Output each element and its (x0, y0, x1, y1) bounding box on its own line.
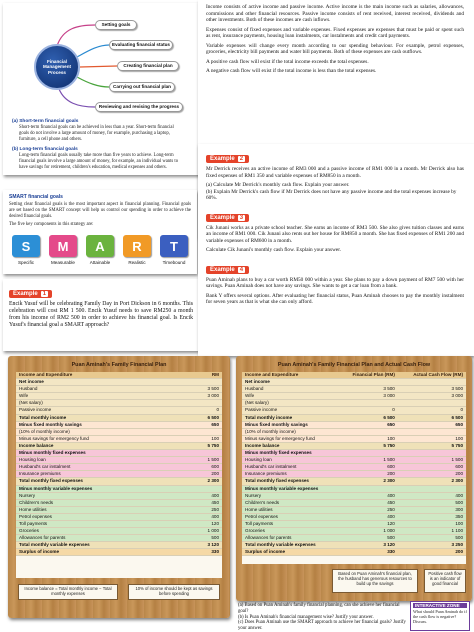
table-row (242, 421, 466, 428)
row-value: 1 500 (185, 457, 222, 464)
row-label: Insurance premiums (242, 471, 339, 478)
row-label: Groceries (16, 528, 185, 535)
table-row (16, 506, 222, 513)
puzzle-piece-icon: M (49, 235, 77, 257)
row-value (185, 450, 222, 457)
row-label: Housing loan (242, 457, 339, 464)
step-carrying-out-plan: Carrying out financial plan (109, 82, 175, 92)
row-value: 120 (339, 520, 398, 527)
row-value: 400 (185, 513, 222, 520)
row-value: 400 (185, 492, 222, 499)
row-label: Minus savings for emergency fund (16, 435, 185, 442)
table-row (16, 520, 222, 527)
row-value: 330 (185, 549, 222, 556)
row-value: 1 100 (398, 528, 466, 535)
row-label: Husband's car instalment (242, 464, 339, 471)
table-row (16, 485, 222, 492)
income-paragraph: Income consists of active income and passive income. Active income is the main income such as salaries, allowances, commissions and other financial resources. Passive income consists of rent received, interest received, dividends and other investments. Both of these incomes are cash inflows. (206, 4, 464, 23)
row-value: 120 (185, 520, 222, 527)
puzzle-piece-icon: S (12, 235, 40, 257)
plan-rows (16, 379, 222, 556)
table-row (242, 485, 466, 492)
row-value (185, 400, 222, 407)
row-label: Surplus of income (16, 549, 185, 556)
row-label: Nursery (242, 492, 339, 499)
row-value: 0 (398, 407, 466, 414)
row-value: 200 (339, 471, 398, 478)
example-2-badge (206, 155, 249, 163)
table-row (242, 464, 466, 471)
row-label: (Net salary) (242, 400, 339, 407)
row-label: Petrol expenses (16, 513, 185, 520)
table-row (242, 520, 466, 527)
table-row (16, 428, 222, 435)
table-row (16, 492, 222, 499)
row-value: 6 500 (185, 414, 222, 421)
table-row (16, 407, 222, 414)
row-value: 300 (398, 506, 466, 513)
table-row (242, 379, 466, 386)
table-row (242, 471, 466, 478)
row-value: 1 000 (339, 528, 398, 535)
table-row (16, 414, 222, 421)
table-row (242, 535, 466, 542)
row-value: 100 (398, 520, 466, 527)
row-value: 200 (398, 549, 466, 556)
interactive-zone (410, 601, 470, 631)
row-value: 3 250 (398, 542, 466, 549)
table-row (16, 379, 222, 386)
row-label: Total monthly fixed expenses (242, 478, 339, 485)
short-term-heading: (a) Short-term financial goals (12, 119, 79, 124)
step-creating-plan: Creating financial plan (117, 61, 179, 71)
positive-cashflow-note: Positive cash flow is an indicator of good financial (424, 569, 466, 593)
table-row (242, 528, 466, 535)
row-value: 400 (398, 492, 466, 499)
process-center-label: Financial Management Process (42, 59, 72, 75)
puzzle-piece-icon: A (86, 235, 114, 257)
table-header-row (16, 372, 222, 379)
long-term-text: Long-term financial goals usually take more than five years to achieve. Long-term financial goals involve a large amount of money, for example, an individual wants to have savings for retirement, children's education, medical expenses and others. (19, 153, 179, 170)
row-value: 1 500 (339, 457, 398, 464)
example-2-question-b: (b) Explain Mr Derrick's cash flow if Mr Derrick does not have any passive income and the total expenses increase by 60%. (206, 188, 457, 201)
smart-label: Timebound (162, 260, 186, 265)
row-label: Wife (16, 393, 185, 400)
row-value: 600 (398, 464, 466, 471)
actual-cashflow-board (236, 356, 472, 601)
interactive-zone-text: What should Puan Aminah do if the cash flow is negative? Discuss. (413, 609, 467, 624)
smart-label: Specific (17, 260, 35, 265)
row-label: Passive income (242, 407, 339, 414)
row-value: 0 (339, 407, 398, 414)
row-value: 3 000 (398, 393, 466, 400)
table-row (242, 513, 466, 520)
table-row (16, 499, 222, 506)
row-value: 500 (398, 499, 466, 506)
row-label: Toll payments (242, 520, 339, 527)
row-value: 6 500 (339, 414, 398, 421)
table-row (242, 407, 466, 414)
expenses-paragraph: Expenses consist of fixed expenses and variable expenses. Fixed expenses are expenses that must be paid or spent such as rent, insurance payments, housing loan instalments, car instalments and credit card payments. (206, 26, 464, 39)
row-value: 2 300 (398, 478, 466, 485)
smart-item-specific (9, 235, 43, 269)
long-term-heading: (b) Long-term financial goals (12, 147, 78, 152)
example-2-question-a: (a) Calculate Mr Derrick's monthly cash flow. Explain your answer. (206, 182, 350, 188)
row-label: Children's needs (242, 499, 339, 506)
table-row (16, 535, 222, 542)
row-label: Home utilities (16, 506, 185, 513)
example-number: 4 (239, 266, 244, 273)
row-value: 650 (398, 421, 466, 428)
row-value: 200 (398, 471, 466, 478)
interactive-zone-heading: INTERACTIVE ZONE (413, 603, 467, 608)
smart-heading: SMART financial goals (9, 194, 63, 200)
row-label: Husband (242, 386, 339, 393)
plan-actual-sheet (242, 372, 466, 564)
table-row (242, 457, 466, 464)
column-header: Income and Expenditure (16, 372, 185, 379)
example-4-text: Puan Aminah plans to buy a car worth RM50 000 within a year. She plans to pay a down payment of RM7 500 with her savings. Puan Aminah does not have any savings. She wants to get a car loan from a bank. (206, 276, 464, 289)
example-4-question: Bank Y offers several options. After evaluating her financial status, Puan Aminah chooses to pay the monthly instalment for seven years as that is what she can only afford. (206, 292, 464, 305)
row-label: Nursery (16, 492, 185, 499)
income-balance-note: Income balance = Total monthly income − Total monthly expenses (18, 584, 118, 600)
row-value: 3 120 (339, 542, 398, 549)
table-row (16, 542, 222, 549)
row-label: (10% of monthly income) (16, 428, 185, 435)
negative-cashflow-paragraph: A negative cash flow will exist if the total income is less than the total expenses. (206, 68, 377, 74)
table-row (242, 492, 466, 499)
smart-intro: The five key components in this strategy are: (9, 222, 94, 228)
row-value: 500 (398, 535, 466, 542)
table-row (242, 393, 466, 400)
row-value: 200 (185, 471, 222, 478)
process-center (34, 44, 80, 90)
row-value (339, 379, 398, 386)
row-label: Income balance (242, 442, 339, 449)
plan-sheet (16, 372, 222, 578)
row-value (398, 400, 466, 407)
example-number: 2 (239, 156, 244, 162)
puzzle-piece-icon: R (123, 235, 151, 257)
row-label: Net income (242, 379, 339, 386)
row-value: 500 (185, 535, 222, 542)
row-label: Passive income (16, 407, 185, 414)
row-value: 5 750 (185, 442, 222, 449)
row-label: Insurance premiums (16, 471, 185, 478)
row-value (339, 485, 398, 492)
column-header: Financial Plan (RM) (339, 372, 398, 379)
row-value (339, 450, 398, 457)
row-value (339, 400, 398, 407)
row-value: 3 000 (185, 393, 222, 400)
table-row (242, 450, 466, 457)
smart-description: Setting clear financial goals is the most important aspect in financial planning. Financial goals are set based on the SMART concept will help us control our spending in order to achieve the desired financial goals. (9, 202, 191, 219)
table-row (242, 428, 466, 435)
table-row (16, 386, 222, 393)
smart-item-measurable (46, 235, 80, 269)
example-2-text: Mr Derrick receives an active income of RM3 000 and a passive income of RM1 000 in a month. Mr Derrick also has fixed expenses of RM1 350 and variable expenses of RM850 in a month. (206, 166, 464, 179)
row-label: Minus fixed monthly savings (242, 421, 339, 428)
row-value: 650 (339, 421, 398, 428)
smart-item-attainable (83, 235, 117, 269)
row-label: Allowances for parents (16, 535, 185, 542)
row-value: 400 (339, 513, 398, 520)
row-label: Husband (16, 386, 185, 393)
row-label: Total monthly income (242, 414, 339, 421)
smart-label: Attainable (89, 260, 111, 265)
row-value: 3 500 (185, 386, 222, 393)
example-label: Example (13, 291, 38, 297)
smart-goals-panel (3, 190, 197, 274)
row-label: (10% of monthly income) (242, 428, 339, 435)
row-label: Housing loan (16, 457, 185, 464)
row-value: 100 (339, 435, 398, 442)
row-label: Income balance (16, 442, 185, 449)
table-row (16, 478, 222, 485)
row-value: 600 (185, 464, 222, 471)
plan-analysis-note: Based on Puan Aminah's financial plan, the husband has generous resources to build up the savings (332, 569, 418, 593)
example-label: Example (210, 266, 235, 273)
row-label: Total monthly income (16, 414, 185, 421)
smart-item-timebound (157, 235, 191, 269)
example-4-badge (206, 266, 249, 274)
row-label: Allowances for parents (242, 535, 339, 542)
row-value: 2 300 (339, 478, 398, 485)
step-setting-goals: Setting goals (95, 20, 137, 30)
financial-process-panel (3, 3, 199, 175)
row-label: Husband's car instalment (16, 464, 185, 471)
row-label: Minus monthly fixed expenses (242, 450, 339, 457)
table-row (242, 499, 466, 506)
row-value (339, 428, 398, 435)
row-value: 650 (185, 421, 222, 428)
financial-plan-table (16, 372, 222, 556)
row-value (398, 450, 466, 457)
table-row (242, 400, 466, 407)
row-value: 2 300 (185, 478, 222, 485)
smart-label: Realistic (128, 260, 146, 265)
row-value: 5 750 (398, 442, 466, 449)
row-value: 500 (339, 535, 398, 542)
row-label: Petrol expenses (242, 513, 339, 520)
table-row (16, 457, 222, 464)
row-value: 330 (339, 549, 398, 556)
plan-actual-rows (242, 379, 466, 556)
table-row (16, 471, 222, 478)
example-3-question: Calculate Cik Junani's monthly cash flow. Explain your answer. (206, 247, 342, 253)
row-value: 1 000 (185, 528, 222, 535)
table-row (16, 421, 222, 428)
row-label: Net income (16, 379, 185, 386)
row-value (185, 428, 222, 435)
example-number: 1 (42, 291, 47, 297)
variable-expenses-paragraph: Variable expenses will change every month according to our spending behaviour. For example, petrol expenses, groceries, electricity bill payments and water bill payments. Both of these expenses are cash outflows. (206, 42, 464, 55)
table-row (242, 414, 466, 421)
question-b: (b) Is Puan Aminah's financial management wise? Justify your answer. (238, 614, 374, 620)
row-value: 100 (398, 435, 466, 442)
smart-item-realistic (120, 235, 154, 269)
table-row (242, 442, 466, 449)
table-header-row (242, 372, 466, 379)
example-3-badge (206, 214, 249, 222)
smart-components (9, 235, 191, 269)
examples-panel (198, 144, 474, 356)
table-row (16, 528, 222, 535)
row-label: Minus monthly fixed expenses (16, 450, 185, 457)
example-1-panel (3, 279, 199, 351)
column-header: Actual Cash Flow (RM) (398, 372, 466, 379)
column-header: Income and Expenditure (242, 372, 339, 379)
table-row (16, 513, 222, 520)
row-label: Total monthly variable expenses (16, 542, 185, 549)
row-label: Home utilities (242, 506, 339, 513)
table-row (16, 464, 222, 471)
row-value: 450 (185, 499, 222, 506)
row-label: Toll payments (16, 520, 185, 527)
row-value: 350 (398, 513, 466, 520)
plan-actual-title: Puan Aminah's Family Financial Plan and Actual Cash Flow (277, 362, 431, 368)
puzzle-piece-icon: T (160, 235, 188, 257)
row-label: Minus monthly variable expenses (16, 485, 185, 492)
savings-note: 10% of income should be kept as savings before spending (128, 584, 220, 600)
row-value: 3 500 (339, 386, 398, 393)
row-value: 6 500 (398, 414, 466, 421)
short-term-text: Short-term financial goals can be achieved in less than a year. Short-term financial goals do not involve a large amount of money, for example, purchasing a laptop, furniture, a cell phone and others. (19, 125, 174, 142)
row-label: Minus savings for emergency fund (242, 435, 339, 442)
example-3-text: Cik Junani works as a private school teacher. She earns an income of RM3 500. She also gives tuition classes and earns an income of RM1 000. Cik Junani also rents out her house for RM850 a month. She has fixed expenses of RM1 200 and variable expenses of RM600 in a month. (206, 224, 464, 244)
table-row (242, 549, 466, 556)
example-1-text: Encik Yusuf will be celebrating Family Day in Port Dickson in 6 months. This celebration will cost RM 1 500. Encik Yusuf needs to save RM250 a month from his income of RM2 500 in order to achieve his financial goal. Is Encik Yusuf's financial goal a SMART approach? (9, 301, 193, 328)
row-label: (Net salary) (16, 400, 185, 407)
column-header: RM (185, 372, 222, 379)
table-row (242, 386, 466, 393)
table-row (16, 400, 222, 407)
row-label: Total monthly variable expenses (242, 542, 339, 549)
row-value (398, 379, 466, 386)
row-value (398, 485, 466, 492)
row-value (185, 485, 222, 492)
table-row (242, 542, 466, 549)
table-row (16, 435, 222, 442)
row-value: 3 120 (185, 542, 222, 549)
row-value: 600 (339, 464, 398, 471)
row-label: Minus monthly variable expenses (242, 485, 339, 492)
table-row (242, 478, 466, 485)
example-number: 3 (239, 214, 244, 221)
example-label: Example (210, 156, 235, 162)
row-label: Groceries (242, 528, 339, 535)
row-value: 3 500 (398, 386, 466, 393)
row-value: 5 750 (339, 442, 398, 449)
step-evaluating-status: Evaluating financial status (109, 40, 173, 50)
row-label: Total monthly fixed expenses (16, 478, 185, 485)
table-row (16, 442, 222, 449)
discussion-questions (238, 603, 406, 632)
row-label: Minus fixed monthly savings (16, 421, 185, 428)
table-row (242, 506, 466, 513)
row-value (398, 428, 466, 435)
row-value: 400 (339, 492, 398, 499)
row-value: 250 (339, 506, 398, 513)
smart-label: Measurable (50, 260, 75, 265)
example-1-badge (9, 290, 52, 298)
row-value: 3 000 (339, 393, 398, 400)
row-value: 1 500 (398, 457, 466, 464)
row-value (185, 379, 222, 386)
table-row (242, 435, 466, 442)
table-row (16, 549, 222, 556)
row-label: Surplus of income (242, 549, 339, 556)
example-label: Example (210, 214, 235, 221)
positive-cashflow-paragraph: A positive cash flow will exist if the total income exceeds the total expenses. (206, 58, 369, 65)
row-value: 450 (339, 499, 398, 506)
question-a: (a) Based on Puan Aminah's family financial planning, can she achieve her financial goal? (238, 603, 400, 614)
table-row (16, 393, 222, 400)
plan-actual-table (242, 372, 466, 556)
question-c: (c) Does Puan Aminah use the SMART approach to achieve her financial goals? Justify your answer. (238, 620, 406, 632)
step-reviewing-progress: Reviewing and revising the progress (95, 102, 183, 112)
row-label: Wife (242, 393, 339, 400)
row-label: Children's needs (16, 499, 185, 506)
financial-plan-board (8, 356, 230, 618)
table-row (16, 450, 222, 457)
row-value: 0 (185, 407, 222, 414)
plan-title: Puan Aminah's Family Financial Plan (71, 362, 167, 368)
row-value: 100 (185, 435, 222, 442)
row-value: 250 (185, 506, 222, 513)
